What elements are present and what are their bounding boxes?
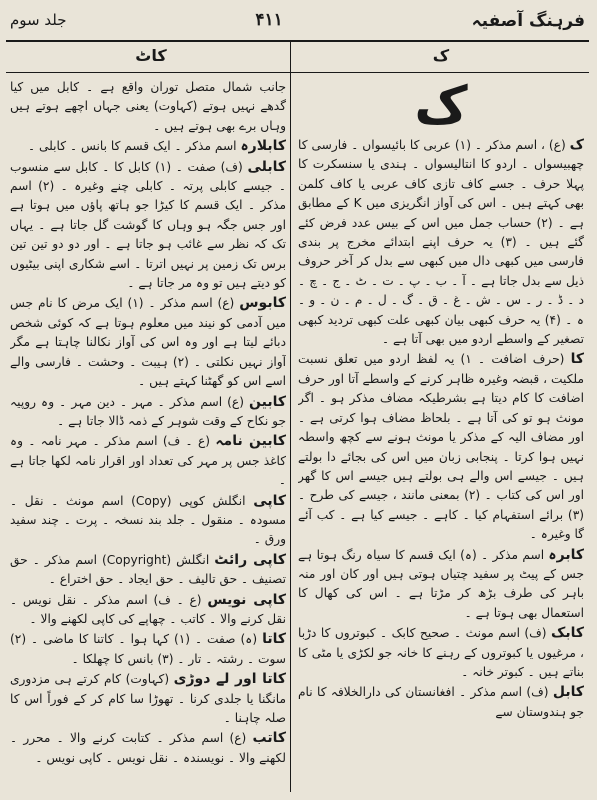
dictionary-entry (10, 551, 286, 590)
right-column (298, 78, 584, 790)
entry-headword: کاپی رائٹ (214, 551, 286, 568)
entry-headword: کابک (551, 625, 584, 642)
entry-headword: کاپی (253, 492, 286, 509)
entry-definition: (ف) اسم مذکر ۔ افغانستان کی دارالخلافہ کا نام جو ہندوستان سے (298, 685, 584, 719)
running-title: فرہنگ آصفیہ (471, 10, 585, 31)
dictionary-entry (10, 137, 286, 156)
right-column-label: ک (432, 46, 450, 65)
entry-headword: کابین (249, 393, 286, 410)
page-number: ۴۱۱ (255, 10, 283, 30)
entry-headword: کابین نامہ (215, 433, 286, 450)
entry-definition: (ع ۔ ف) اسم مذکر ۔ نقل نویس ۔ نقل کرنے والا ۔ کاتب ۔ چھاپے کی کاپی لکھنے والا ۔ (10, 592, 286, 626)
entry-definition: (حرف اضافت ۔ ۱) یہ لفظ اردو میں تعلق نسبت ملکیت ، قبضہ وغیرہ ظاہر کرنے کے واسطے آتا اور حرف اضافت کا کام دیتا ہے بشرطیکہ مضاف مذکر ہو ۔ اگر مونث ہو تو کی آتا ہے ۔ بلحاظ مضاف ہوا کرتی ہے ۔ اور مضاف الیہ کے مذکر یا مونث ہونے سے کچھ واسطہ نہیں ہوا کرتا ۔ پنجابی زبان میں اس کی بجائے دا بولتے ہیں ۔ جیسے اس والے ہی بولتے ہیں جیسے اس کا گھر اور اس کی کتاب ۔ (۲) بمعنی مانند ، جیسے کی طرح ۔ (۳) برائے استفہام کیا ۔ کاہے ۔ جیسے کیا ہے ۔ کب آئے گا وغیرہ ۔ (298, 352, 584, 542)
left-column-label: کاٹ (135, 46, 167, 65)
dictionary-entry (298, 136, 584, 349)
entry-definition: (ہ) صفت ۔ (۱) کہا ہوا ۔ کاتنا کا ماضی ۔ (۲) سوت ۔ رشتہ ۔ تار ۔ (۳) بانس کا چھلکا ۔ (10, 632, 286, 666)
entry-definition: (ع) اسم مذکر ۔ (۱) ایک مرض کا نام جس میں آدمی کو نیند میں معلوم ہوتا ہے کہ کوئی شخص دبائے لیتا ہے اور وہ اس کی آواز نکالنا چاہتا ہے مگر آواز نہیں نکلتی ۔ (۲) ہیبت ۔ وحشت ۔ فارسی والے اسے اس کو گھٹنا کہتے ہیں ۔ (10, 296, 286, 389)
dictionary-entry (10, 591, 286, 630)
entry-definition: (ف) اسم مونث ۔ صحیح کابک ۔ کبوتروں کا دڑبا ، مرغیوں یا کبوتروں کے رہنے کا خانہ جو لکڑی یا مٹی کا بناتے ہیں ۔ کبوتر خانہ ۔ (298, 626, 584, 679)
entry-headword: کابلارہ (240, 138, 286, 155)
header-rule (6, 40, 589, 42)
entry-headword: کاتب (252, 730, 286, 747)
dictionary-entry (10, 492, 286, 550)
entry-headword: کابلی (247, 158, 286, 175)
dictionary-entry (298, 683, 584, 722)
column-divider (290, 40, 291, 792)
entry-definition: (ع) اسم مذکر ۔ مہر ۔ دین مہر ۔ وہ روپیہ جو نکاح کے وقت شوہر کے ذمہ ڈالا جاتا ہے ۔ (10, 394, 286, 428)
dictionary-entry (298, 624, 584, 682)
dictionary-entry (10, 294, 286, 391)
dictionary-entry (10, 78, 286, 136)
section-letter: ک (414, 78, 468, 136)
dictionary-entry (10, 729, 286, 768)
entry-definition: (ع) اسم مذکر ۔ کتابت کرنے والا ۔ محرر ۔ لکھنے والا ۔ نویسندہ ۔ نقل نویس ۔ کاپی نویس ۔ (10, 731, 286, 765)
dictionary-entry (10, 670, 286, 728)
dictionary-entry (10, 630, 286, 669)
entry-definition: اسم مذکر ۔ ایک قسم کا بانس ۔ کابلی ۔ (27, 139, 237, 154)
column-label-rule (6, 72, 589, 73)
entry-definition: جانب شمال متصل توران واقع ہے ۔ کابل میں کیا گدھے نہیں ہوتے (کہاوت) یعنی جہاں اچھے ہوتے ہیں وہاں برے بھی ہوتے ہیں ۔ (10, 80, 286, 133)
entry-definition: (ع) ، اسم مذکر ۔ (۱) عربی کا بائیسواں ۔ فارسی کا چھبیسواں ۔ اردو کا انتالیسواں ۔ ہندی یا سنسکرت کا پہلا حرف ۔ جسے کاف تازی کاف عربی یا کاف کلمن بھی کہتے ہیں ۔ اس کی آواز انگریزی میں K کے مطابق ہے ۔ (۲) حساب جمل میں اس کے بیس عدد فرض کئے گئے ہیں ۔ (۳) یہ حرف اپنے ابتدائے مخرج پر بندی فارسی میں کبھی دال میں کبھی سے بدل کر آخر حروف ذیل سے بدل جاتا ہے ۔ آ ۔ ب ۔ پ ۔ ت ۔ ٹ ۔ ج ۔ چ ۔ د ۔ ڈ ۔ ر ۔ س ۔ ش ۔ غ ۔ ق ۔ گ ۔ ل ۔ م ۔ ن ۔ و ۔ ہ ۔ (۴) یہ حرف کبھی بیان کبھی علت کبھی تردید کبھی تصغیر کے واسطے اردو میں بھی آتا ہے ۔ (298, 138, 584, 347)
dictionary-entry (298, 546, 584, 624)
dictionary-entry (298, 350, 584, 544)
entry-headword: کابل (552, 684, 584, 701)
entry-headword: کاتا (262, 631, 286, 648)
entry-definition: اسم مذکر ۔ (ہ) ایک قسم کا سیاہ رنگ ہوتا ہے جس کے پیٹ پر سفید چتیاں ہوتی ہیں اور کان اور منہ باہر کی طرف بڑھ کر مڑتا ہے ۔ اس کی کھال کا استعمال بھی ہوتا ہے ۔ (298, 547, 584, 620)
dictionary-entry (10, 393, 286, 432)
dictionary-entry (10, 158, 286, 294)
entry-headword: کابوس (239, 295, 286, 312)
dictionary-entry (10, 432, 286, 490)
page-header (10, 6, 585, 34)
volume-label: جلد سوم (10, 11, 67, 29)
entry-headword: کاتا اور لے دوڑی (173, 671, 286, 688)
left-column (10, 78, 286, 790)
entry-definition: انگلش کوپی (Copy) اسم مونث ۔ نقل ۔ مسودہ ۔ منقول ۔ جلد بند نسخہ ۔ پرت ۔ چند سفید ورق ۔ (10, 493, 286, 547)
entry-definition: (ف) صفت ۔ (۱) کابل کا ۔ کابل سے منسوب ۔ جیسے کابلی پرتہ ۔ کابلی چنے وغیرہ ۔ (۲) اسم مذکر ۔ ایک قسم کا کیڑا جو ہاتھ پاؤں میں ہوتا ہے اور جس جگہ ہو وہاں کا گوشت گل جاتا ہے ۔ یہاں تک کہ نظر سے غائب ہو جاتا ہے ۔ اور دو دو تین تین برس تک زمین پر نہیں اترتا ۔ اسے شکاری اپنی بیٹیوں کو دیتے ہیں تو وہ مر جاتا ہے ۔ (10, 159, 286, 291)
entry-definition: (ع ۔ ف) اسم مذکر ۔ مہر نامہ ۔ وہ کاغذ جس پر مہر کی تعداد اور اقرار نامہ لکھا جاتا ہے ۔ (10, 434, 286, 488)
entry-headword: کابرہ (548, 546, 584, 563)
entry-definition: انگلش (Copyright) اسم مذکر ۔ حق تصنیف ۔ حق تالیف ۔ حق ایجاد ۔ حق اختراع ۔ (10, 552, 286, 587)
entry-definition: (کہاوت) کام کرتے ہی مزدوری مانگنا یا جلدی کرنا ۔ تھوڑا سا کام کر کے فوراً اس کا صلہ چاہنا ۔ (10, 672, 286, 725)
entry-headword: کاپی نویس (207, 591, 286, 608)
entry-headword: کا (570, 351, 584, 368)
entry-headword: ک (569, 137, 584, 153)
